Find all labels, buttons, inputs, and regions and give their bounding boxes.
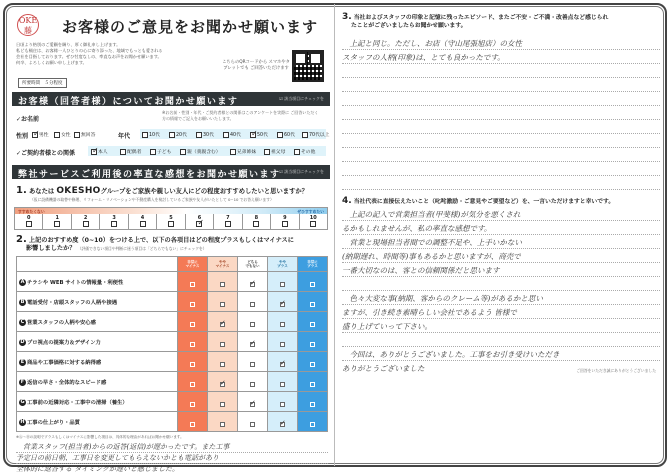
scale-number: 0 [26, 215, 31, 221]
q3-comment-area[interactable] [342, 36, 660, 190]
table-row [17, 272, 328, 292]
checkbox[interactable] [220, 382, 225, 387]
rating-cell[interactable] [268, 412, 298, 432]
rating-cell[interactable] [238, 332, 268, 352]
handwritten-line: 上記と同じ。ただし、お店（守山尾張旭店）の女性 [342, 36, 660, 50]
rating-cell[interactable] [178, 292, 208, 312]
rating-cell[interactable] [298, 412, 328, 432]
option-label: 70代以上 [309, 133, 330, 138]
rating-cell[interactable] [238, 392, 268, 412]
rating-cell[interactable] [178, 312, 208, 332]
row-label-text: 工事前の近隣対応・工事中の清掃（養生） [27, 399, 128, 406]
time-required-badge: 所要時間 ５分程度 [18, 78, 67, 88]
checkbox[interactable] [220, 362, 225, 367]
relation-option-child[interactable] [150, 148, 171, 155]
rating-cell[interactable] [178, 412, 208, 432]
checkbox[interactable] [250, 132, 256, 138]
checkbox[interactable] [280, 322, 285, 327]
checkbox[interactable] [310, 342, 315, 347]
customer-section-heading [12, 92, 330, 106]
handwritten-line: ますが、引き続き素晴らしい会社であるよう 皆様で [342, 305, 660, 319]
gender-option-male[interactable] [32, 131, 49, 138]
checkbox[interactable] [91, 149, 97, 155]
handwritten-text: ありがとうございました [342, 363, 425, 373]
customer-info-area [12, 106, 330, 162]
relation-label: ✓ご契約者様との関係 [16, 150, 76, 157]
row-label [17, 332, 178, 352]
checkbox[interactable] [250, 302, 255, 307]
check-note: ☑ 該当項目にチェックを [279, 96, 324, 101]
table-row [17, 312, 328, 332]
rating-cell[interactable] [298, 292, 328, 312]
checkbox[interactable] [310, 282, 315, 287]
name-label: ✓お名前 [16, 116, 40, 123]
relation-option-sibling[interactable] [230, 148, 256, 155]
rating-cell[interactable] [268, 332, 298, 352]
checkbox[interactable] [310, 362, 315, 367]
handwritten-line: 営業スタッフ(担当者)からの返答(返信)が遅かったです。また工事 [16, 442, 328, 453]
column-label: やや プラス [277, 259, 288, 268]
right-page [342, 14, 660, 375]
row-label-text: 電話受付・店頭スタッフの人柄や接遇 [27, 299, 118, 306]
q2-comment-area[interactable] [16, 442, 328, 472]
scale-number: 1 [55, 215, 59, 221]
rating-cell[interactable] [268, 292, 298, 312]
section-heading-text: お客様（回答者様）についてお聞かせ願います [18, 97, 239, 107]
checkbox[interactable] [280, 362, 285, 367]
scale-option-9[interactable] [271, 214, 299, 229]
checkbox[interactable] [310, 221, 316, 227]
checkbox[interactable] [220, 302, 225, 307]
left-page [12, 8, 330, 472]
checkbox[interactable] [140, 221, 146, 227]
row-label [17, 312, 178, 332]
scale-number: 7 [226, 215, 230, 221]
scale-number: 3 [112, 215, 116, 221]
intro-block [12, 40, 330, 88]
checkbox[interactable] [302, 132, 308, 138]
row-label [17, 272, 178, 292]
badge-h-icon: H [20, 418, 25, 425]
scale-option-7[interactable] [214, 214, 242, 229]
brand-name: OKESHO [56, 186, 101, 196]
intro-text [16, 42, 216, 66]
rating-cell[interactable] [268, 272, 298, 292]
q2-title-line1: 上記のおすすめ度（0~10）をつける上で、以下の各項目はどの程度プラスもしくはマイナスに [28, 237, 294, 244]
section-heading-text: 弊社サービスご利用後の率直な感想をお聞かせ願います [18, 170, 281, 180]
table-row [17, 372, 328, 392]
option-label: 50代 [257, 133, 268, 138]
scale-option-1[interactable] [43, 214, 71, 229]
badge-a-icon: A [20, 278, 25, 285]
handwritten-line: 今回は、ありがとうございました。工事をお引き受けいただき [342, 347, 660, 361]
rating-cell[interactable] [268, 312, 298, 332]
checkbox[interactable] [190, 322, 195, 327]
badge-b-icon: B [20, 298, 25, 305]
handwritten-line: 一番大切なのは、客との信頼関係だと思います [342, 263, 660, 277]
checkbox[interactable] [310, 402, 315, 407]
checkbox[interactable] [280, 402, 285, 407]
checkbox[interactable] [74, 132, 80, 138]
checkbox[interactable] [220, 422, 225, 427]
handwritten-line [342, 361, 660, 375]
checkbox[interactable] [280, 342, 285, 347]
checkbox[interactable] [54, 221, 60, 227]
intro-line: 何卒、よろしくお願い申し上げます。 [16, 60, 87, 65]
age-option-60s[interactable] [277, 131, 295, 138]
rating-cell[interactable] [298, 372, 328, 392]
badge-e-icon: E [20, 358, 25, 365]
name-label-text: お名前 [21, 116, 40, 123]
matrix-corner [17, 257, 178, 272]
question-number: 1. [16, 185, 27, 196]
checkbox[interactable] [150, 149, 156, 155]
checkbox[interactable] [250, 422, 255, 427]
handwritten-line: (納期遅れ、時間等)事もあるかと思いますが、商売で [342, 249, 660, 263]
rating-cell[interactable] [238, 272, 268, 292]
handwritten-line: 全体的に返答する タイミングが遅いと感じました。 [16, 464, 328, 472]
checkbox[interactable] [142, 132, 148, 138]
q3-title-line2: たことがございましたらお聞かせ願います。 [351, 22, 467, 29]
handwritten-line [342, 120, 660, 134]
service-section-heading [12, 165, 330, 179]
rating-cell[interactable] [208, 292, 238, 312]
checkbox[interactable] [310, 422, 315, 427]
q2-subtitle: （評価できない項目や判断に迷う項目は「どちらでもない」にチェックを） [77, 246, 207, 251]
option-label: 親（義親含む） [187, 150, 221, 155]
rating-cell[interactable] [298, 352, 328, 372]
row-label [17, 412, 178, 432]
rating-cell[interactable] [208, 372, 238, 392]
age-option-30s[interactable] [196, 131, 214, 138]
checkbox[interactable] [220, 322, 225, 327]
q4-title-text: 当社代表に直接伝えたいこと（叱咤激励・ご意見やご要望など）を、一言いただけますと幸いです。 [353, 199, 615, 205]
scale-option-6[interactable] [186, 214, 214, 229]
option-label: 配偶者 [127, 150, 142, 155]
scale-option-4[interactable] [129, 214, 157, 229]
intro-line: 会社を目指しております。ぜひ忖度なしの、率直なお声をお聞かせ願います。 [16, 54, 162, 59]
row-label [17, 292, 178, 312]
option-label: 本人 [98, 150, 108, 155]
scale-number: 10 [309, 215, 317, 221]
table-row [17, 352, 328, 372]
checkbox[interactable] [190, 342, 195, 347]
gender-option-none[interactable] [74, 131, 95, 138]
option-label: 兄弟姉妹 [237, 150, 257, 155]
rating-cell[interactable] [208, 312, 238, 332]
checkbox[interactable] [277, 132, 283, 138]
checkbox[interactable] [190, 382, 195, 387]
checkbox[interactable] [253, 221, 259, 227]
relation-option-parent[interactable] [180, 148, 221, 155]
rating-cell[interactable] [208, 332, 238, 352]
matrix-header-row [17, 257, 328, 272]
table-row [17, 292, 328, 312]
page-title: お客様のご意見をお聞かせ願います [62, 18, 319, 36]
checkbox[interactable] [83, 221, 89, 227]
handwritten-line: 営業と現場担当者間での調整不足や、上手いかない [342, 235, 660, 249]
scale-number: 2 [83, 215, 88, 221]
handwritten-line: スタッフの人柄(印象)は、とても良かったです。 [342, 50, 660, 64]
relation-option-other[interactable] [294, 148, 315, 155]
option-label: 40代 [230, 133, 241, 138]
q2-foot-note: ※Ⓐ～Ⓗの説明でプラスもしくはマイナスに影響した項目は、具体的な理由があればお聞かせ願います。 [16, 435, 184, 439]
option-label: 女性 [61, 133, 71, 138]
col-somewhat-positive [268, 257, 298, 272]
handwritten-line: 上記の記入で営業担当者(甲斐様)が気分を悪くされ [342, 207, 660, 221]
option-label: 子ども [157, 150, 172, 155]
checkbox[interactable] [282, 221, 288, 227]
rating-cell[interactable] [208, 392, 238, 412]
age-option-20s[interactable] [169, 131, 187, 138]
rating-cell[interactable] [178, 352, 208, 372]
rating-cell[interactable] [178, 392, 208, 412]
age-label: 年代 [118, 133, 131, 140]
checkbox[interactable] [280, 282, 285, 287]
column-label: やや マイナス [215, 259, 230, 268]
handwritten-line [342, 333, 660, 347]
center-fold [334, 4, 335, 466]
q2-title-line2: 影響しましたか？ [26, 245, 76, 252]
row-label-text: 営業スタッフの人柄や安心感 [27, 319, 96, 326]
age-option-70s[interactable] [302, 131, 330, 138]
recommend-scale [14, 207, 328, 230]
col-very-positive [298, 257, 328, 272]
checkbox[interactable] [111, 221, 117, 227]
question-number: 2. [16, 234, 27, 245]
rating-cell[interactable] [238, 412, 268, 432]
handwritten-line [342, 78, 660, 92]
age-option-10s[interactable] [142, 131, 160, 138]
scale-option-8[interactable] [243, 214, 271, 229]
table-row [17, 332, 328, 352]
badge-c-icon: C [20, 318, 25, 325]
rating-cell[interactable] [238, 352, 268, 372]
handwritten-line: 色々大変な事(納期、客からのクレーム等)があるかと思い [342, 291, 660, 305]
question-number: 4. [342, 196, 352, 206]
row-label-text: チラシや WEB サイトの情報量・利便性 [27, 279, 124, 286]
col-somewhat-negative [208, 257, 238, 272]
rating-cell[interactable] [238, 312, 268, 332]
qr-caption: こちらのQRコードから スマホやタブレットでも ご回答いただけます [222, 60, 290, 71]
handwritten-line: 盛り上げていって下さい。 [342, 319, 660, 333]
checkbox[interactable] [190, 362, 195, 367]
checkbox[interactable] [250, 342, 255, 347]
company-stamp-icon: OKE 藤 [18, 16, 38, 35]
rating-cell[interactable] [268, 392, 298, 412]
rating-cell[interactable] [208, 352, 238, 372]
checkbox[interactable] [225, 221, 231, 227]
scale-option-5[interactable] [157, 214, 185, 229]
q1-title [12, 185, 330, 196]
checkbox[interactable] [310, 322, 315, 327]
option-label: その他 [301, 150, 316, 155]
checkbox[interactable] [310, 382, 315, 387]
badge-g-icon: G [20, 398, 25, 405]
relation-option-grandparent[interactable] [264, 148, 285, 155]
checkbox[interactable] [230, 149, 236, 155]
age-option-40s[interactable] [223, 131, 241, 138]
option-label: 60代 [284, 133, 295, 138]
rating-cell[interactable] [238, 292, 268, 312]
option-label: 祖父母 [271, 150, 286, 155]
checkbox[interactable] [294, 149, 300, 155]
row-label-text: 工事の仕上がり・品質 [27, 419, 80, 426]
col-very-negative [178, 257, 208, 272]
checkbox[interactable] [280, 382, 285, 387]
row-label [17, 392, 178, 412]
checkbox[interactable] [220, 282, 225, 287]
checkbox[interactable] [190, 422, 195, 427]
handwritten-line [342, 92, 660, 106]
row-label-text: 商品や工事価格に対する納得感 [27, 359, 102, 366]
intro-line: 日頃より格別のご愛顧を賜り、厚く御礼申し上げます。 [16, 42, 121, 47]
checkbox[interactable] [54, 132, 60, 138]
column-label: どちら でもない [245, 259, 260, 268]
rating-cell[interactable] [298, 332, 328, 352]
rating-cell[interactable] [208, 412, 238, 432]
checkbox[interactable] [180, 149, 186, 155]
column-label: 非常に マイナス [185, 259, 200, 268]
checkbox[interactable] [190, 302, 195, 307]
rating-cell[interactable] [268, 372, 298, 392]
rating-cell[interactable] [178, 272, 208, 292]
relation-option-self[interactable] [91, 148, 108, 155]
checkbox[interactable] [310, 302, 315, 307]
option-label: 10代 [149, 133, 160, 138]
checkbox[interactable] [250, 382, 255, 387]
option-label: 30代 [203, 133, 214, 138]
table-row [17, 412, 328, 432]
checkbox[interactable] [168, 221, 174, 227]
column-label: 非常に プラス [307, 259, 318, 268]
scale-number: 5 [169, 215, 173, 221]
checkbox[interactable] [196, 132, 202, 138]
rating-cell[interactable] [238, 372, 268, 392]
scale-cells [15, 214, 327, 229]
row-label-text: 返信の早さ・全体的なスピード感 [27, 379, 107, 386]
rating-cell[interactable] [178, 332, 208, 352]
thanks-note: ご回答をいただき誠にありがとうございました [576, 367, 656, 373]
handwritten-line [342, 176, 660, 190]
checkbox[interactable] [220, 402, 225, 407]
handwritten-line [342, 64, 660, 78]
checkbox[interactable] [250, 322, 255, 327]
handwritten-line [342, 106, 660, 120]
scale-right-label: ぜひすすめたい [297, 208, 324, 214]
badge-f-icon: F [20, 378, 25, 385]
checkbox[interactable] [190, 402, 195, 407]
gender-label: 性別 [16, 133, 29, 140]
row-label [17, 372, 178, 392]
rating-cell[interactable] [208, 272, 238, 292]
q2-title [12, 236, 330, 253]
gender-option-female[interactable] [54, 131, 71, 138]
handwritten-line [342, 277, 660, 291]
intro-line: 私ども桶庄は、お客様一人ひとりの心に寄り添った、地域でもっとも愛される [16, 48, 163, 53]
scale-number: 8 [254, 215, 259, 221]
question-number: 3. [342, 12, 352, 22]
relation-label-text: ご契約者様との関係 [21, 150, 76, 157]
name-note: ※お名前・性別・年代・ご契約者様との関係はこのアンケートを実際に ご回答いただく方の情報でご記入をお願いいたします。 [162, 110, 319, 121]
scale-number: 4 [140, 215, 145, 221]
col-neutral [238, 257, 268, 272]
rating-cell[interactable] [178, 372, 208, 392]
checkbox[interactable] [250, 282, 255, 287]
q1-post: グループをご家族や親しい友人にどの程度おすすめしたいと思いますか？ [100, 188, 308, 195]
qr-code-icon[interactable] [292, 50, 324, 82]
checkbox[interactable] [220, 342, 225, 347]
table-row [17, 392, 328, 412]
rating-cell[interactable] [298, 392, 328, 412]
checkbox[interactable] [32, 132, 38, 138]
handwritten-line [342, 134, 660, 148]
checkbox[interactable] [264, 149, 270, 155]
scale-option-0[interactable] [15, 214, 43, 229]
row-label [17, 352, 178, 372]
scale-left-label: すすめたくない [18, 208, 45, 214]
checkbox[interactable] [223, 132, 229, 138]
option-label: 無回答 [81, 133, 96, 138]
handwritten-line: るかもしれませんが、私の率直な感想です。 [342, 221, 660, 235]
handwritten-line: 予定日の前日朝、工事日を変更してもらえないかとも電話があり [16, 453, 328, 464]
badge-d-icon: D [20, 338, 25, 345]
checkbox[interactable] [169, 132, 175, 138]
scale-option-10[interactable] [300, 214, 327, 229]
title-row [12, 8, 330, 38]
scale-option-3[interactable] [100, 214, 128, 229]
age-option-50s[interactable] [250, 131, 268, 138]
rating-cell[interactable] [298, 272, 328, 292]
handwritten-line [342, 148, 660, 162]
scale-number: 9 [283, 215, 287, 221]
checkbox[interactable] [190, 282, 195, 287]
checkbox[interactable] [280, 422, 285, 427]
q1-subtitle: （仮に設備機器の取替や修理、リフォーム・リノベーションや不動産購入を検討しているご家族や友人がいたとして 0~10 でお答え願います） [30, 197, 274, 202]
checkbox[interactable] [250, 402, 255, 407]
checkbox[interactable] [280, 302, 285, 307]
scale-option-2[interactable] [72, 214, 100, 229]
q4-comment-area[interactable] [342, 207, 660, 375]
checkbox[interactable] [250, 362, 255, 367]
check-note: ☑ 該当項目にチェックを [279, 169, 324, 174]
option-label: 20代 [176, 133, 187, 138]
option-label: 男性 [39, 133, 49, 138]
handwritten-line [342, 162, 660, 176]
row-label-text: プロ視点の提案力＆デザイン力 [27, 339, 101, 346]
rating-cell[interactable] [298, 312, 328, 332]
checkbox[interactable] [26, 221, 32, 227]
relation-option-spouse[interactable] [120, 148, 141, 155]
q4-title [342, 198, 660, 207]
q3-title-line1: 当社およびスタッフの印象と記憶に残ったエピソード、またご不安・ご不満・改善点など感じられ [353, 15, 609, 21]
rating-matrix [16, 256, 328, 432]
rating-cell[interactable] [268, 352, 298, 372]
q3-title [342, 14, 660, 30]
checkbox[interactable] [196, 221, 202, 227]
checkbox[interactable] [120, 149, 126, 155]
q1-pre: あなたは [28, 188, 55, 195]
